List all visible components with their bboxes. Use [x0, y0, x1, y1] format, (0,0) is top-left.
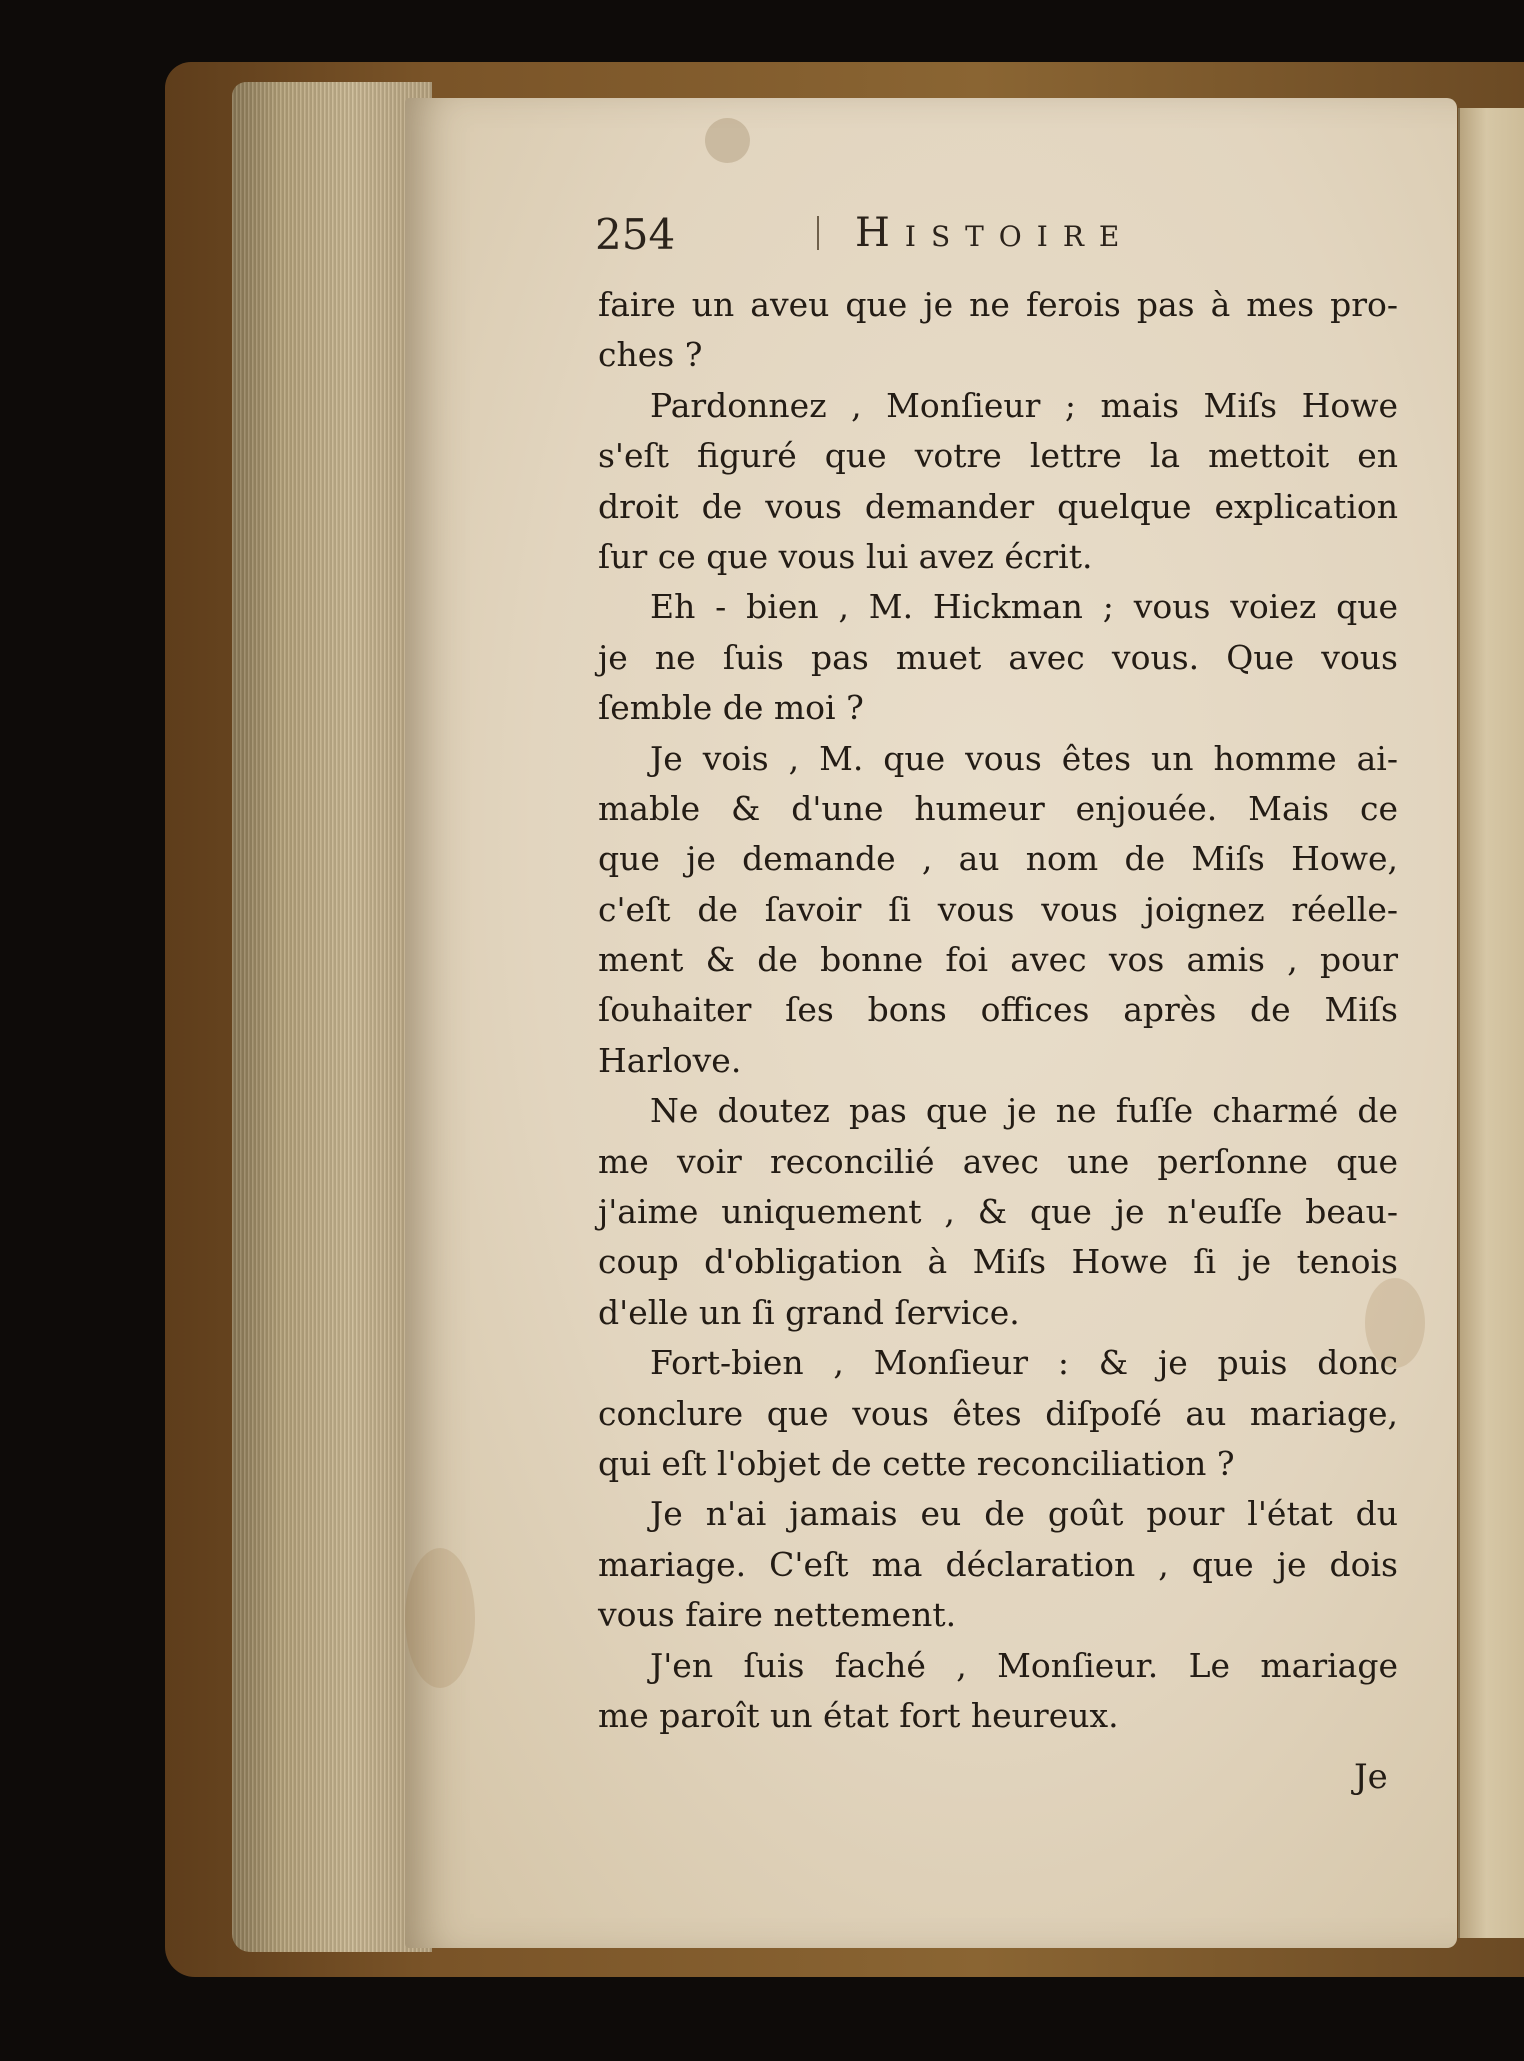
text-line: Harlove.: [598, 1040, 742, 1080]
text-line: mable & d'une humeur enjouée. Mais ce: [598, 788, 1398, 828]
text-line: vous faire nettement.: [598, 1595, 957, 1635]
text-line: Je n'ai jamais eu de goût pour l'état du: [650, 1494, 1398, 1534]
text-line: coup d'obligation à Miſs Howe ſi je tenois: [598, 1242, 1398, 1282]
text-line: Pardonnez , Monſieur ; mais Miſs Howe: [650, 385, 1398, 425]
text-line: ſemble de moi ?: [598, 688, 864, 728]
text-line: s'eſt figuré que votre lettre la mettoit en: [598, 436, 1398, 476]
page-block-edges: [232, 82, 432, 1952]
body-text: [598, 280, 1398, 1741]
text-line: Ne doutez pas que je ne fuſſe charmé de: [650, 1091, 1398, 1131]
catchword: Je: [1354, 1757, 1388, 1797]
text-line: que je demande , au nom de Miſs Howe,: [598, 839, 1398, 879]
text-line: droit de vous demander quelque explication: [598, 486, 1398, 526]
text-line: mariage. C'eſt ma déclaration , que je dois: [598, 1544, 1398, 1584]
text-line: ches ?: [598, 335, 703, 375]
text-line: j'aime uniquement , & que je n'euſſe beau-: [598, 1192, 1398, 1232]
header-rule: [817, 216, 819, 250]
facing-page-edge: [1458, 108, 1524, 1938]
text-line: c'eſt de ſavoir ſi vous vous joignez réelle-: [598, 889, 1398, 929]
text-line: conclure que vous êtes diſpoſé au mariage,: [598, 1393, 1398, 1433]
text-line: Fort-bien , Monſieur : & je puis donc: [650, 1343, 1398, 1383]
running-head: Histoire: [855, 210, 1135, 256]
text-line: qui eſt l'objet de cette reconciliation ?: [598, 1443, 1235, 1483]
text-line: J'en ſuis faché , Monſieur. Le mariage: [650, 1645, 1398, 1685]
text-line: Eh - bien , M. Hickman ; vous voiez que: [650, 587, 1398, 627]
text-line: Je vois , M. que vous êtes un homme ai-: [650, 738, 1398, 778]
text-line: ment & de bonne foi avec vos amis , pour: [598, 940, 1398, 980]
text-line: ſur ce que vous lui avez écrit.: [598, 536, 1093, 576]
text-line: me paroît un état fort heureux.: [598, 1695, 1119, 1735]
page-number: 254: [595, 210, 676, 259]
page-header: [595, 210, 1425, 270]
text-line: me voir reconcilié avec une perſonne que: [598, 1141, 1398, 1181]
page-stain: [705, 118, 750, 163]
text-line: ſouhaiter ſes bons offices après de Miſs: [598, 990, 1398, 1030]
page-stain: [405, 1548, 475, 1688]
text-line: je ne ſuis pas muet avec vous. Que vous: [598, 637, 1398, 677]
text-line: d'elle un ſi grand ſervice.: [598, 1292, 1020, 1332]
text-line: faire un aveu que je ne ferois pas à mes pro-: [598, 285, 1398, 324]
